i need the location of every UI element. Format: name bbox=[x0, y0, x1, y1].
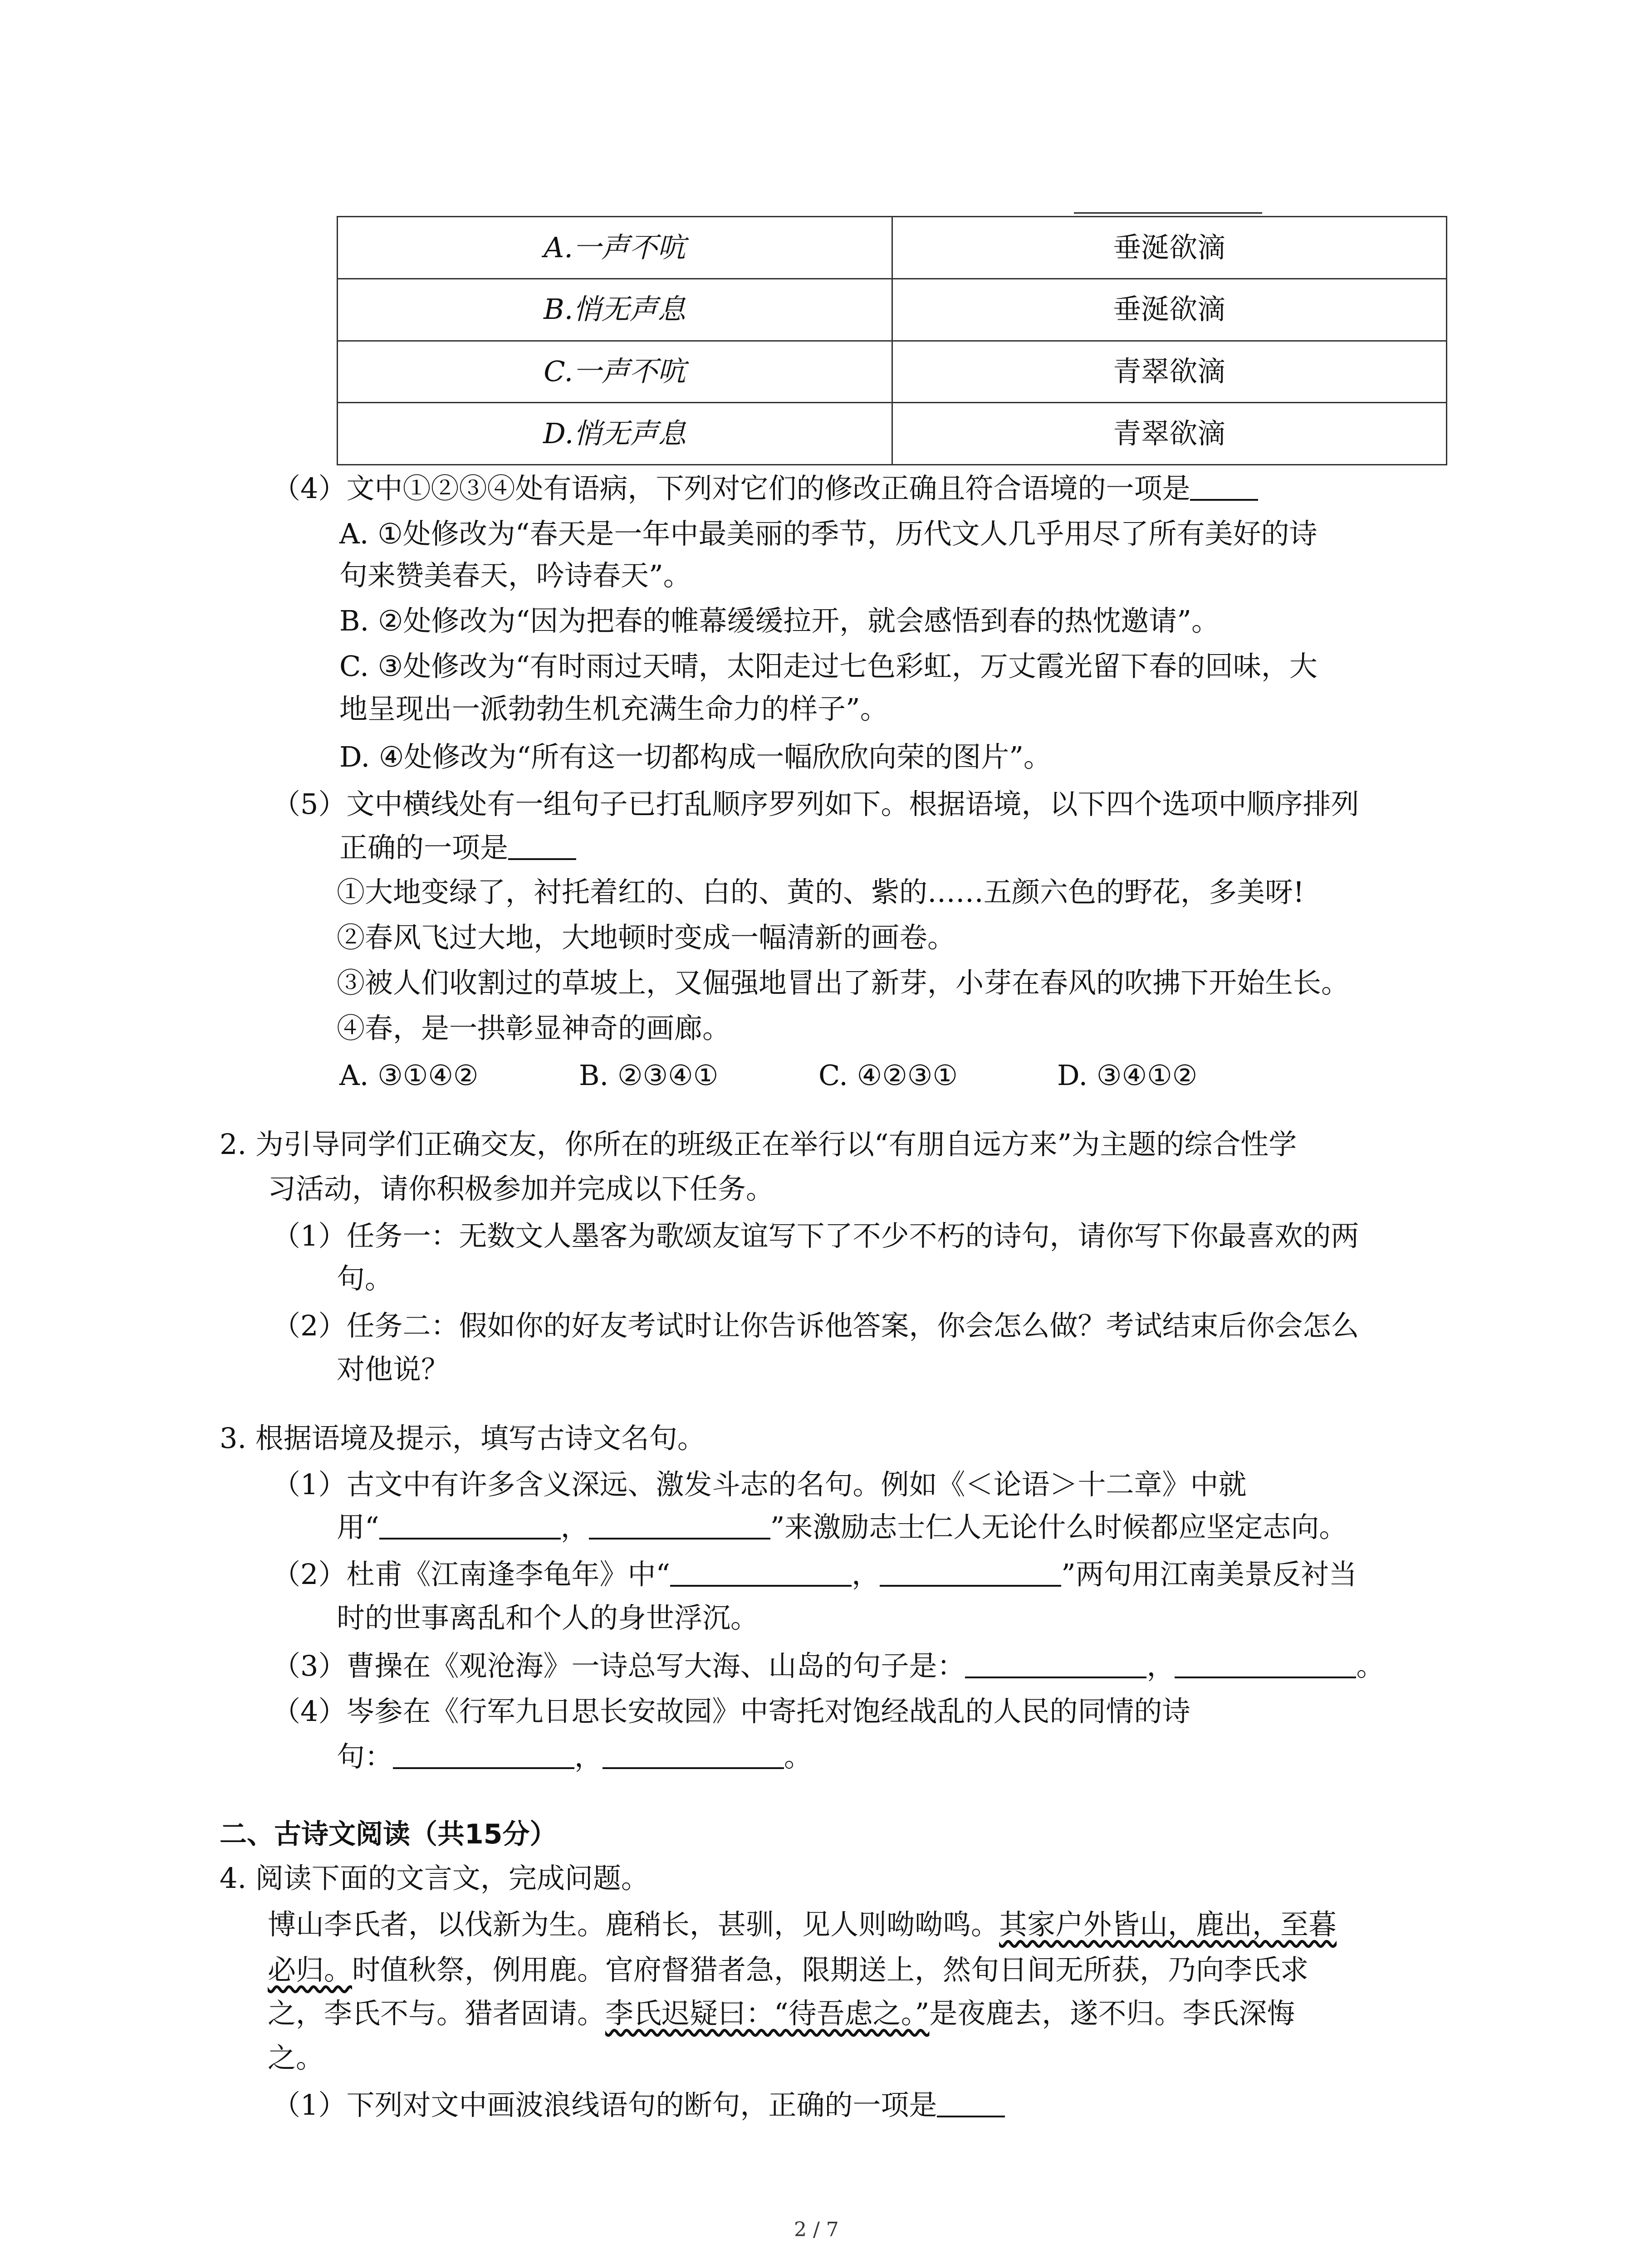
answer-blank[interactable] bbox=[1190, 472, 1258, 501]
q2-stem: 2. 为引导同学们正确交友，你所在的班级正在举行以“有朋自远方来”为主题的综合性学 bbox=[220, 1128, 1297, 1161]
q1-5-option-c: C. ④②③① bbox=[818, 1059, 958, 1092]
option-table bbox=[337, 216, 1447, 465]
q1-5-stem-text: 正确的一项是 bbox=[339, 831, 509, 864]
table-cell: D.悄无声息 bbox=[338, 403, 892, 465]
answer-blank[interactable] bbox=[393, 1740, 574, 1769]
table-cell: B.悄无声息 bbox=[338, 279, 892, 341]
q1-5-option-a: A. ③①④② bbox=[339, 1059, 479, 1092]
q1-5-option-b: B. ②③④① bbox=[579, 1059, 719, 1092]
q1-4-stem bbox=[272, 472, 1258, 505]
q1-5-sentence-4: ④春，是一拱彰显神奇的画廊。 bbox=[337, 1012, 731, 1045]
q3-part-2-prefix: （2）杜甫《江南逢李龟年》中“ bbox=[272, 1558, 671, 1591]
q3-part-2-sep: ， bbox=[852, 1558, 880, 1591]
q2-task-2-cont: 对他说？ bbox=[337, 1353, 450, 1386]
table-row bbox=[338, 217, 1447, 279]
q4-sub-1-text: （1）下列对文中画波浪线语句的断句，正确的一项是 bbox=[272, 2088, 937, 2121]
q1-4-stem-text: （4）文中①②③④处有语病，下列对它们的修改正确且符合语境的一项是 bbox=[272, 472, 1190, 505]
q3-part-3-sep: ， bbox=[1146, 1649, 1175, 1682]
table-cell: 垂涎欲滴 bbox=[892, 279, 1447, 341]
q3-part-1-suffix: ”来激励志士仁人无论什么时候都应坚定志向。 bbox=[770, 1510, 1347, 1544]
q1-5-stem: （5）文中横线处有一组句子已打乱顺序罗列如下。根据语境，以下四个选项中顺序排列 bbox=[272, 787, 1359, 821]
answer-blank[interactable] bbox=[880, 1558, 1061, 1587]
q4-wavy-underline-text: 其家户外皆山，鹿出，至暮 bbox=[999, 1908, 1337, 1941]
q3-part-3 bbox=[272, 1649, 1384, 1683]
section-heading: 二、古诗文阅读（共15分） bbox=[220, 1818, 557, 1850]
q3-part-1-prefix: 用“ bbox=[337, 1510, 379, 1544]
table-cell: 垂涎欲滴 bbox=[892, 217, 1447, 279]
table-cell: C.一声不吭 bbox=[338, 341, 892, 403]
q1-4-option-a: A. ①处修改为“春天是一年中最美丽的季节，历代文人几乎用尽了所有美好的诗 bbox=[339, 517, 1318, 550]
answer-blank[interactable] bbox=[603, 1740, 784, 1769]
q3-part-3-suffix: 。 bbox=[1356, 1649, 1385, 1682]
q3-part-2-cont: 时的世事离乱和个人的身世浮沉。 bbox=[337, 1601, 759, 1634]
answer-blank[interactable] bbox=[1175, 1649, 1356, 1678]
q4-passage-line-3 bbox=[268, 1997, 1295, 2030]
table-row bbox=[338, 341, 1447, 403]
q4-passage-text: 博山李氏者，以伐新为生。鹿稍长，甚驯，见人则呦呦鸣。 bbox=[268, 1908, 999, 1941]
q1-4-option-c: C. ③处修改为“有时雨过天晴，太阳走过七色彩虹，万丈霞光留下春的回味，大 bbox=[339, 650, 1318, 683]
page-number: 2 / 7 bbox=[794, 2218, 839, 2241]
q1-4-option-b: B. ②处修改为“因为把春的帷幕缓缓拉开，就会感悟到春的热忱邀请”。 bbox=[339, 604, 1220, 637]
q3-part-4-suffix: 。 bbox=[784, 1740, 813, 1773]
q4-passage-text: 是夜鹿去，遂不归。李氏深悔 bbox=[929, 1997, 1295, 2030]
table-cell: 青翠欲滴 bbox=[892, 341, 1447, 403]
q3-part-4: （4）岑参在《行军九日思长安故园》中寄托对饱经战乱的人民的同情的诗 bbox=[272, 1695, 1190, 1728]
answer-blank[interactable] bbox=[379, 1510, 561, 1540]
q1-5-sentence-2: ②春风飞过大地，大地顿时变成一幅清新的画卷。 bbox=[337, 921, 956, 954]
q4-sub-1 bbox=[272, 2088, 1005, 2122]
q4-passage-line-2 bbox=[268, 1953, 1308, 1987]
q2-task-1-cont: 句。 bbox=[337, 1262, 393, 1295]
q3-part-2 bbox=[272, 1558, 1357, 1591]
q2-task-2: （2）任务二：假如你的好友考试时让你告诉他答案，你会怎么做？考试结束后你会怎么 bbox=[272, 1309, 1359, 1342]
q3-part-2-suffix: ”两句用江南美景反衬当 bbox=[1061, 1558, 1357, 1591]
q4-passage-text: 之，李氏不与。猎者固请。 bbox=[268, 1997, 606, 2030]
answer-blank[interactable] bbox=[508, 831, 576, 860]
top-answer-line bbox=[1074, 212, 1262, 214]
q4-passage-line-4: 之。 bbox=[268, 2041, 324, 2074]
q4-wavy-underline-text: 李氏迟疑曰：“待吾虑之。” bbox=[605, 1997, 930, 2030]
q1-4-option-c-cont: 地呈现出一派勃勃生机充满生命力的样子”。 bbox=[339, 692, 888, 725]
q2-task-1: （1）任务一：无数文人墨客为歌颂友谊写下了不少不朽的诗句，请你写下你最喜欢的两 bbox=[272, 1219, 1359, 1252]
answer-blank[interactable] bbox=[670, 1558, 852, 1587]
q4-stem: 4. 阅读下面的文言文，完成问题。 bbox=[220, 1862, 649, 1895]
q3-part-1-sep: ， bbox=[560, 1510, 589, 1544]
table-row bbox=[338, 403, 1447, 465]
q4-passage-text: 时值秋祭，例用鹿。官府督猎者急，限期送上，然旬日间无所获，乃向李氏求 bbox=[352, 1953, 1309, 1986]
q1-5-sentence-1: ①大地变绿了，衬托着红的、白的、黄的、紫的……五颜六色的野花，多美呀! bbox=[337, 875, 1304, 909]
q1-4-option-d: D. ④处修改为“所有这一切都构成一幅欣欣向荣的图片”。 bbox=[339, 740, 1052, 773]
q3-part-4-cont bbox=[337, 1740, 812, 1774]
answer-blank[interactable] bbox=[589, 1510, 770, 1540]
q1-5-stem-cont bbox=[339, 831, 576, 865]
answer-blank[interactable] bbox=[937, 2088, 1005, 2117]
q1-5-option-d: D. ③④①② bbox=[1057, 1059, 1198, 1092]
q1-4-option-a-cont: 句来赞美春天，吟诗春天”。 bbox=[339, 559, 691, 592]
q3-part-3-prefix: （3）曹操在《观沧海》一诗总写大海、山岛的句子是： bbox=[272, 1649, 965, 1682]
q3-part-1-cont bbox=[337, 1510, 1347, 1544]
q3-part-4-sep: ， bbox=[574, 1740, 603, 1773]
q3-part-4-prefix: 句： bbox=[337, 1740, 393, 1773]
table-cell: A.一声不吭 bbox=[338, 217, 892, 279]
q4-wavy-underline-text: 必归。 bbox=[268, 1953, 353, 1986]
q1-5-sentence-3: ③被人们收割过的草坡上，又倔强地冒出了新芽，小芽在春风的吹拂下开始生长。 bbox=[337, 966, 1350, 999]
q3-part-1: （1）古文中有许多含义深远、激发斗志的名句。例如《＜论语＞十二章》中就 bbox=[272, 1468, 1247, 1501]
q2-stem-cont: 习活动，请你积极参加并完成以下任务。 bbox=[268, 1172, 774, 1205]
q3-stem: 3. 根据语境及提示，填写古诗文名句。 bbox=[220, 1422, 705, 1455]
table-row bbox=[338, 279, 1447, 341]
answer-blank[interactable] bbox=[965, 1649, 1146, 1678]
table-cell: 青翠欲滴 bbox=[892, 403, 1447, 465]
q4-passage-line-1 bbox=[268, 1908, 1337, 1941]
